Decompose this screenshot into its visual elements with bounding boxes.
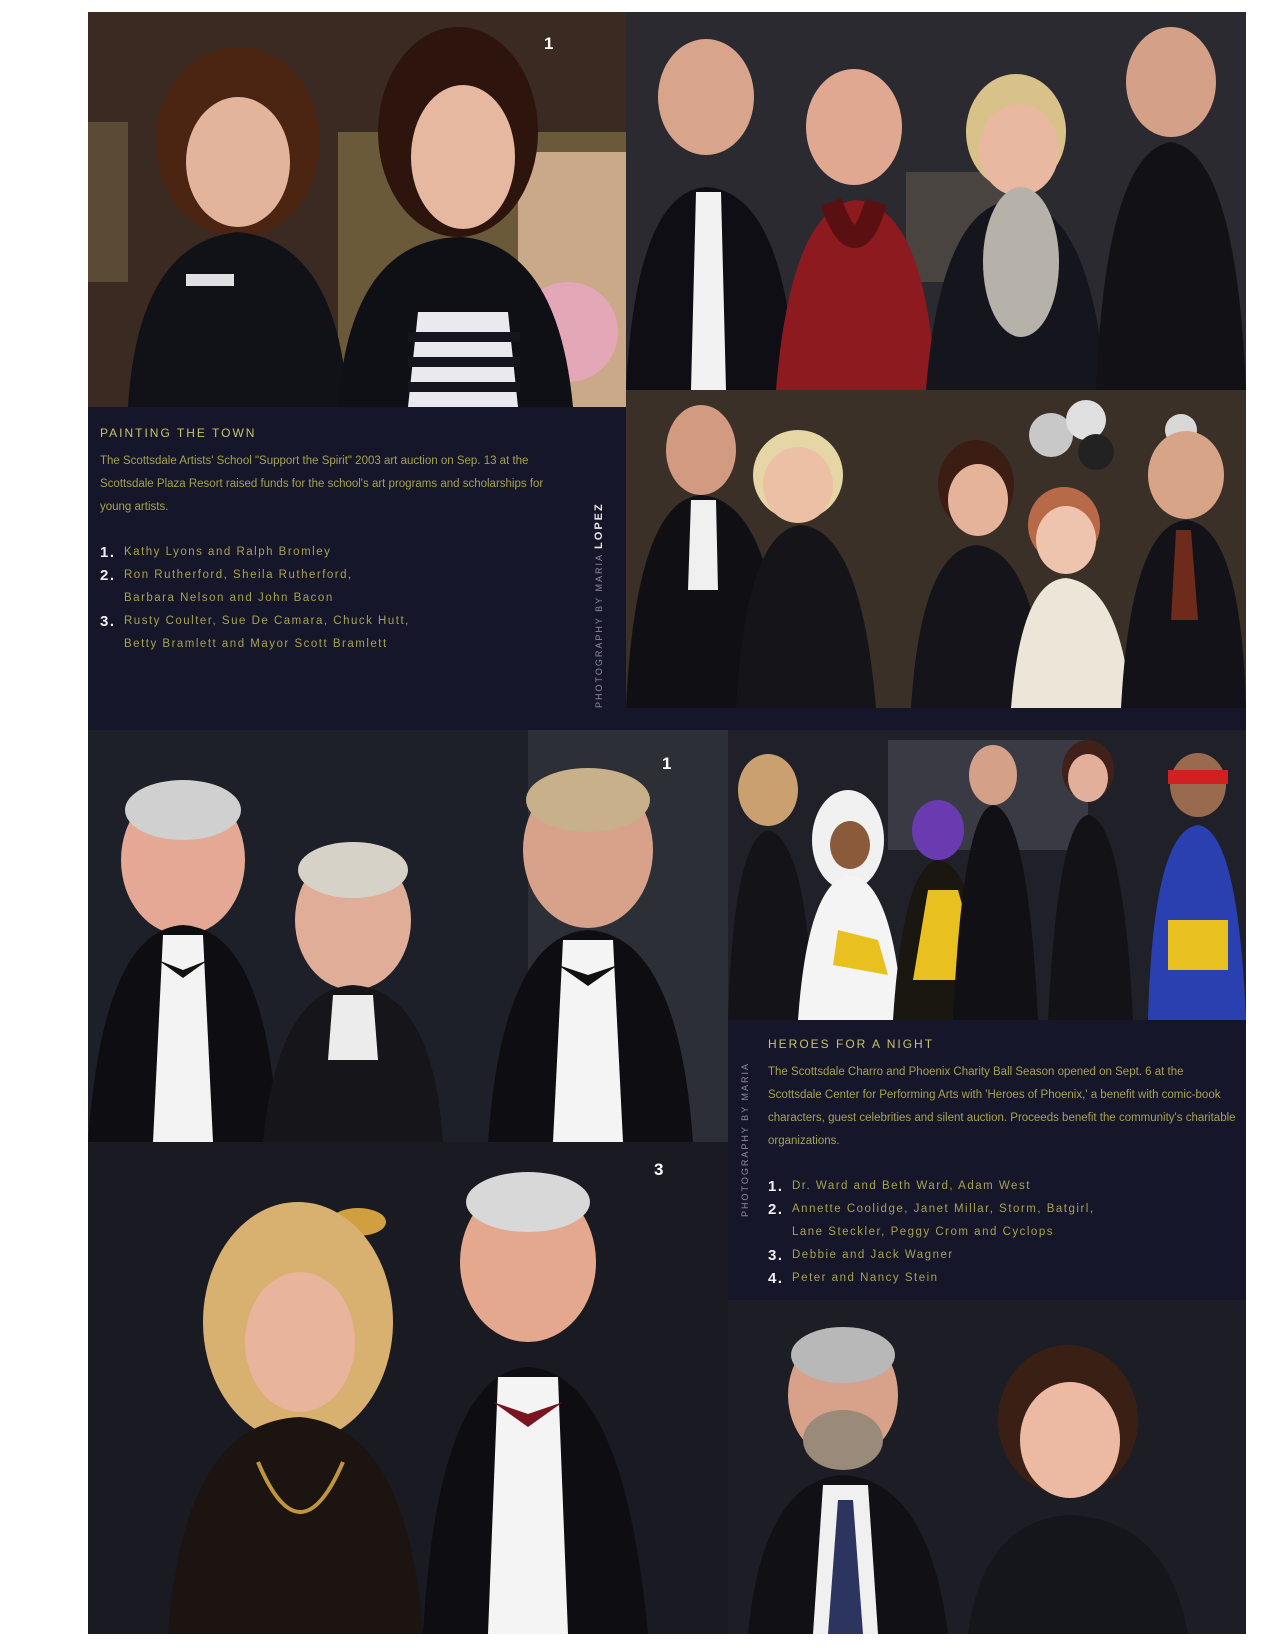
caption-names: Rusty Coulter, Sue De Camara, Chuck Hutt, Betty Bramlett and Mayor Scott Bramlett [124, 615, 410, 650]
caption-name-entry [100, 564, 570, 610]
caption-number: 2. [768, 1201, 784, 1218]
photo-credit: PHOTOGRAPHY BY MARIA [740, 1061, 750, 1217]
caption-heroes-for-a-night [768, 1037, 1236, 1290]
caption-names: Peter and Nancy Stein [792, 1272, 939, 1284]
photo-number: 3 [654, 1160, 664, 1179]
caption-name-entry [768, 1244, 1236, 1267]
caption-names: Ron Rutherford, Sheila Rutherford, Barbara Nelson and John Bacon [124, 569, 353, 604]
photo-two-couples [88, 1142, 728, 1634]
caption-body: The Scottsdale Artists' School "Support the Spirit" 2003 art auction on Sep. 13 at the Scottsdale Plaza Resort raised funds for the school's art programs and scholarships for young artists. [100, 455, 544, 513]
caption-names: Kathy Lyons and Ralph Bromley [124, 546, 332, 558]
photo-five-guests [626, 390, 1246, 708]
caption-number: 4. [768, 1270, 784, 1287]
caption-number: 3. [100, 613, 116, 630]
caption-names-list [768, 1175, 1236, 1290]
photo-four-guests [626, 12, 1246, 390]
caption-names-list [100, 541, 570, 656]
caption-name-entry [768, 1198, 1236, 1244]
caption-number: 1. [100, 544, 116, 561]
caption-names: Annette Coolidge, Janet Millar, Storm, Batgirl, Lane Steckler, Peggy Crom and Cyclops [792, 1203, 1095, 1238]
photo-two-women [88, 12, 626, 407]
caption-body: The Scottsdale Charro and Phoenix Charity Ball Season opened on Sept. 6 at the Scottsdale Center for Performing Arts with 'Heroes of Phoenix,' a benefit with comic-book characters, guest celebrities and silent auction. Proceeds benefit the community's charitable organizations. [768, 1066, 1236, 1147]
caption-title: HEROES FOR A NIGHT [768, 1037, 935, 1051]
photo-number: 1 [544, 34, 554, 53]
photo-costumed-characters [728, 730, 1246, 1020]
caption-name-entry [768, 1175, 1236, 1198]
photo-number: 1 [662, 754, 672, 773]
caption-name-entry [100, 610, 570, 656]
caption-name-entry [100, 541, 570, 564]
photo-three-men [88, 730, 728, 1142]
caption-number: 3. [768, 1247, 784, 1264]
caption-painting-the-town [100, 426, 570, 656]
caption-names: Dr. Ward and Beth Ward, Adam West [792, 1180, 1031, 1192]
caption-name-entry [768, 1267, 1236, 1290]
caption-title: PAINTING THE TOWN [100, 426, 257, 440]
caption-number: 1. [768, 1178, 784, 1195]
magazine-page [88, 12, 1246, 1634]
photo-credit: PHOTOGRAPHY BY MARIA LOPEZ [593, 502, 605, 708]
photo-couple-right [728, 1300, 1246, 1634]
caption-names: Debbie and Jack Wagner [792, 1249, 954, 1261]
caption-number: 2. [100, 567, 116, 584]
